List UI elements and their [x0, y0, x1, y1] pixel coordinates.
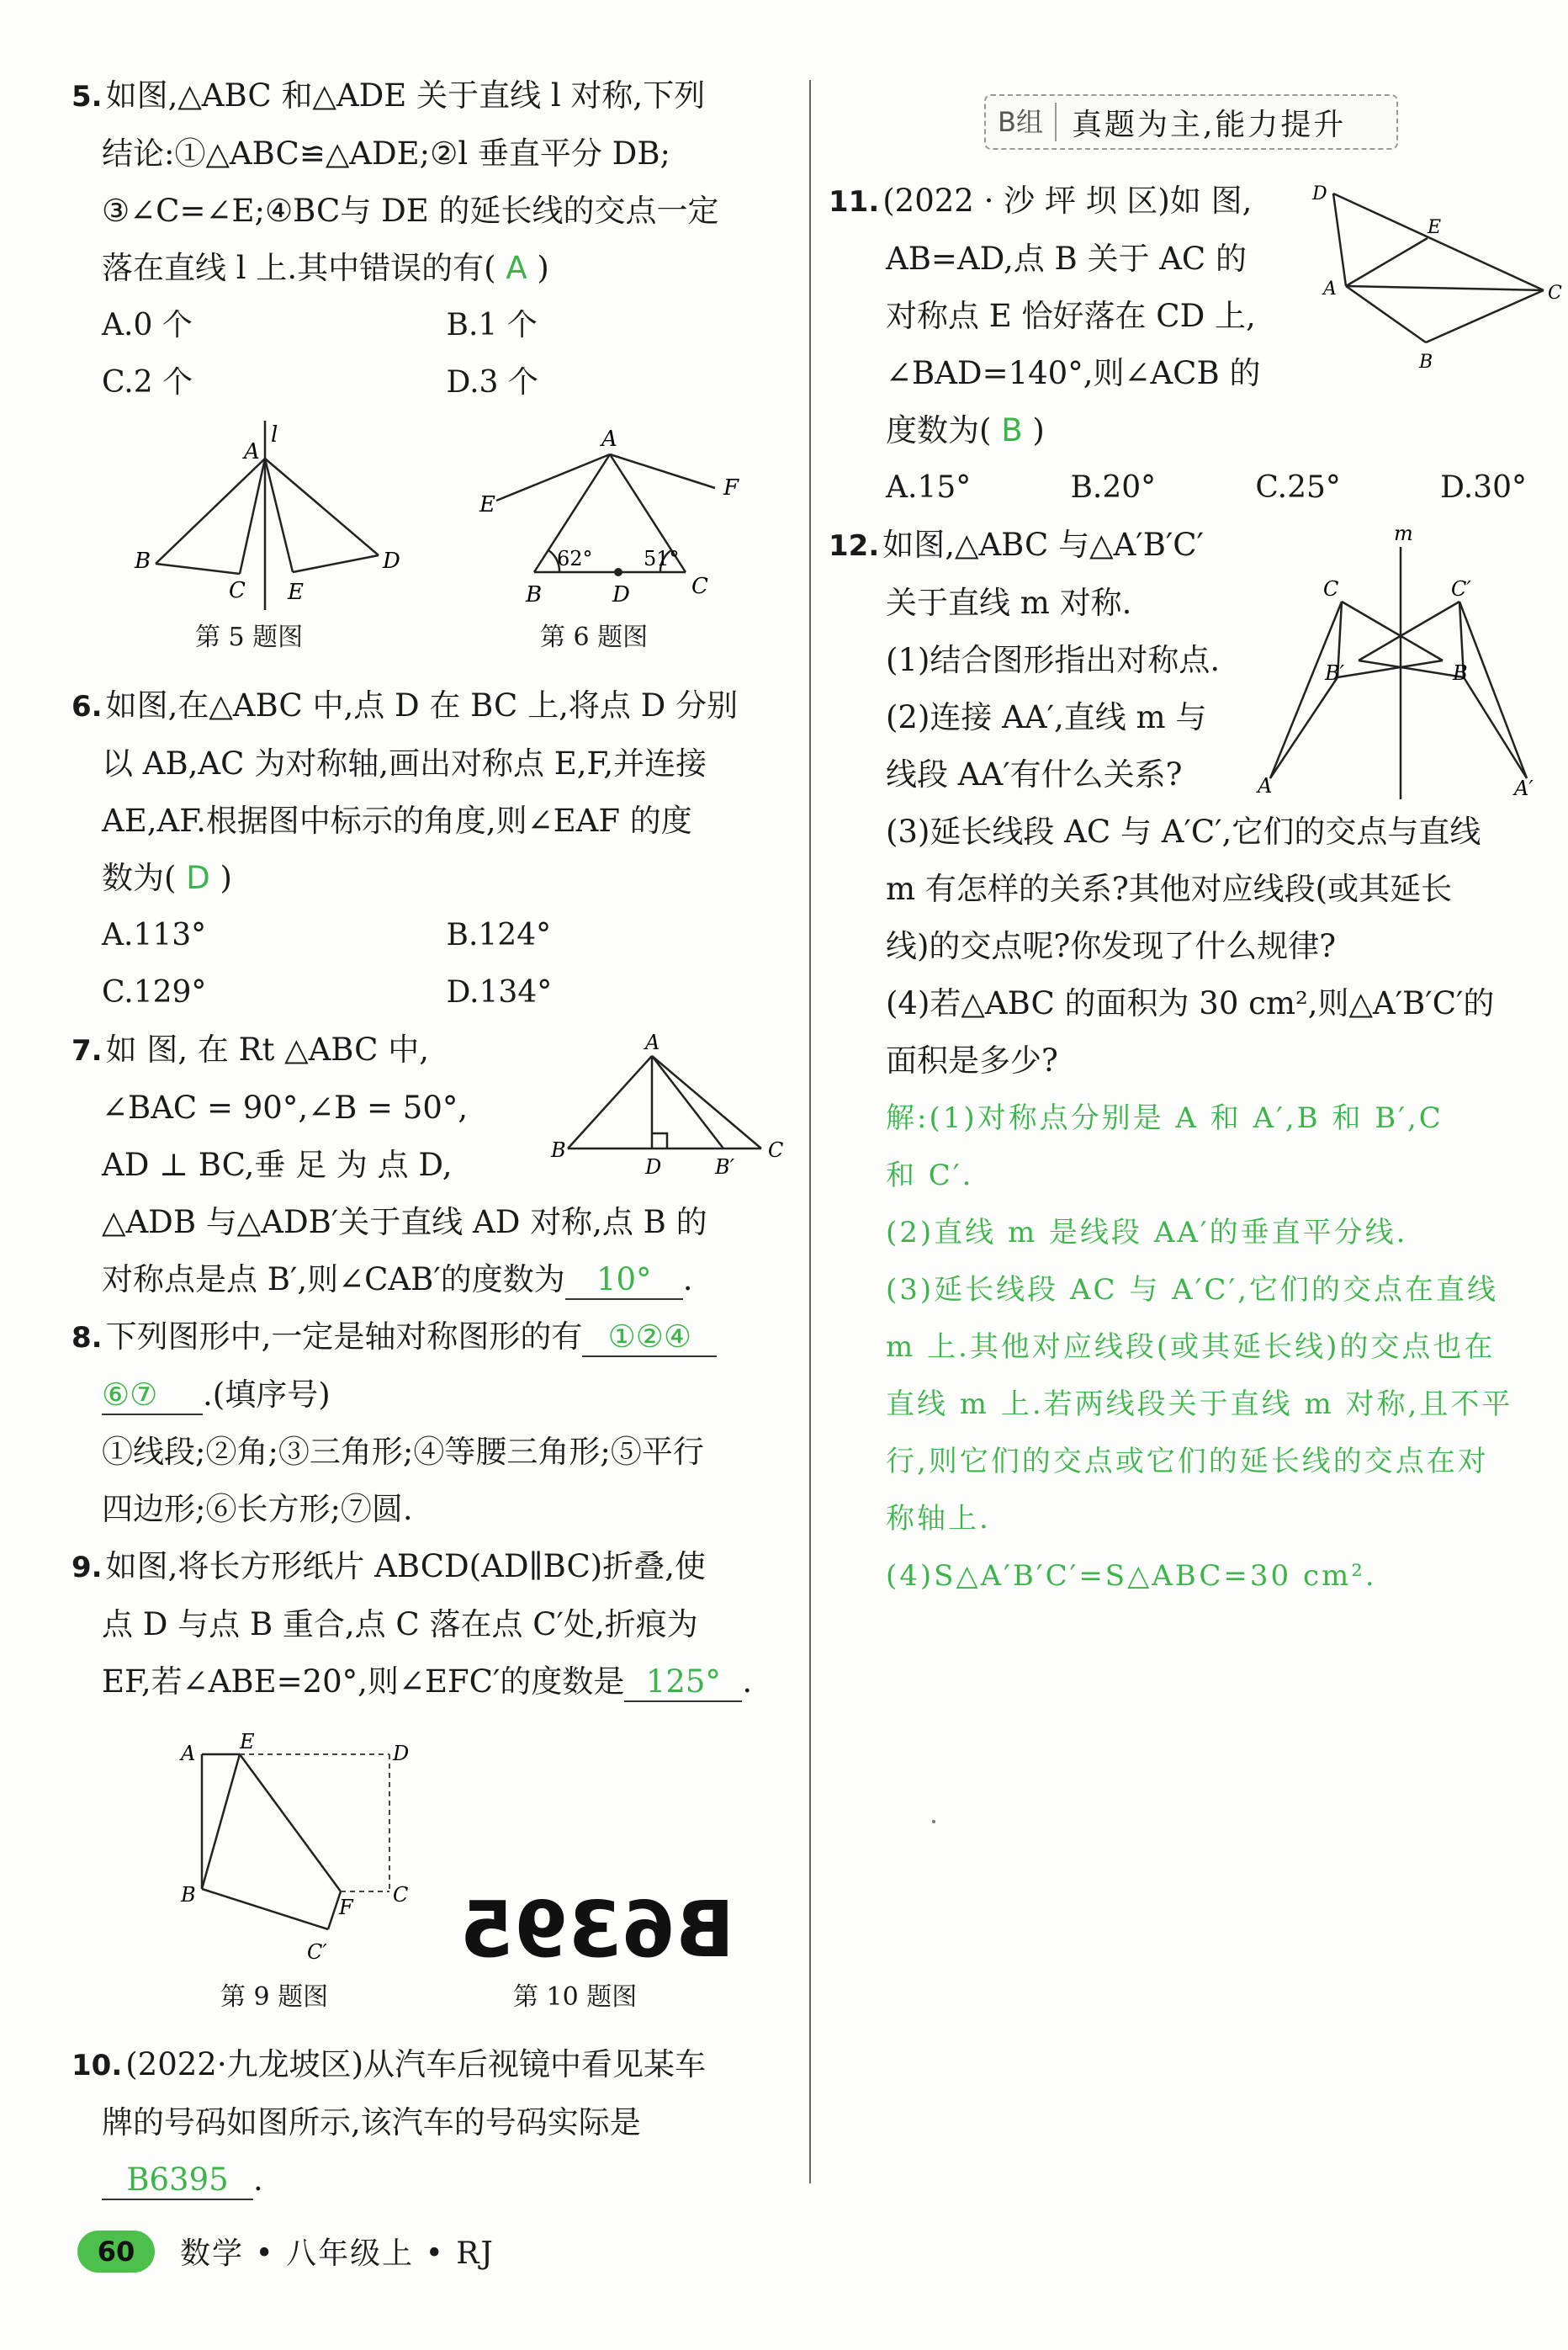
- svg-text:C: C: [229, 578, 246, 603]
- page-number: 60: [77, 2231, 155, 2273]
- svg-text:B: B: [181, 1883, 196, 1907]
- svg-text:B: B: [135, 549, 151, 574]
- svg-text:A: A: [1258, 774, 1273, 798]
- svg-text:C: C: [691, 574, 708, 599]
- group-b-header: B组 真题为主,能力提升: [984, 94, 1398, 150]
- svg-text:D: D: [1312, 183, 1327, 204]
- svg-text:m: m: [1394, 522, 1413, 545]
- book-title: 数学 • 八年级上 • RJ: [180, 2236, 495, 2271]
- svg-text:F: F: [339, 1896, 353, 1919]
- svg-text:D: D: [383, 549, 400, 574]
- svg-text:51°: 51°: [644, 547, 680, 570]
- page-footer: [77, 2230, 495, 2273]
- svg-text:B: B: [1419, 352, 1433, 373]
- answer-8-part1: ①②④: [582, 1318, 717, 1357]
- svg-text:B′: B′: [715, 1155, 735, 1179]
- figure-12: [1258, 522, 1544, 799]
- answer-8-part2: ⑥⑦: [102, 1377, 203, 1415]
- svg-text:A: A: [645, 1031, 660, 1054]
- svg-text:B′: B′: [1325, 661, 1345, 685]
- right-column: [829, 172, 1544, 1605]
- answer-5: A: [506, 250, 527, 286]
- question-5: 5. 如图,△ABC 和△ADE 关于直线 l 对称,下列 结论:①△ABC≌△ADE;②l 垂直平分 DB; ③∠C=∠E;④BC与 DE 的延长线的交点一定 落在直线 l 上.其中错误的有( A ) A.0 个 B.1 个 C.2 个 D.3 个: [72, 77, 719, 400]
- figure-6: [471, 425, 757, 610]
- question-11: 11. (2022 · 沙 坪 坝 区)如 图, AB=AD,点 B 关于 AC 的 对称点 E 恰好落在 CD 上, ∠BAD=140°,则∠ACB 的 度数为( B ) A.15° B.20° C.25° D.30°: [829, 183, 1527, 505]
- question-12: 12. 如图,△ABC 与△A′B′C′ 关于直线 m 对称. (1)结合图形指出对称点. (2)连接 AA′,直线 m 与 线段 AA′有什么关系? (3)延长线段 AC 与 A′C′,它们的交点与直线 m 有怎样的关系?其他对应线段(或其延长 线)的交点呢?你发现了什么规律? (4)若△ABC 的面积为 30 cm²,则△A′B′C′的 面积是多少?: [829, 527, 1495, 1079]
- figure-5-caption: 第 5 题图: [195, 623, 304, 652]
- svg-text:l: l: [271, 422, 278, 448]
- svg-text:62°: 62°: [557, 547, 593, 570]
- svg-text:C: C: [1548, 283, 1562, 304]
- svg-text:A: A: [1323, 278, 1337, 300]
- column-divider: [809, 80, 811, 2183]
- left-column: [72, 67, 791, 411]
- figure-10-mirrored-plate: [459, 1885, 735, 1975]
- question-7: 7. 如 图, 在 Rt △ABC 中, ∠BAC = 90°,∠B = 50°, AD ⊥ BC,垂 足 为 点 D, △ADB 与△ADB′关于直线 AD 对称,点 B 的 对称点是点 B′,则∠CAB′的度数为 10° .: [72, 1021, 791, 1308]
- question-10: 10. (2022·九龙坡区)从汽车后视镜中看见某车 牌的号码如图所示,该汽车的号码实际是 B6395 .: [72, 2036, 791, 2209]
- figure-6-caption: 第 6 题图: [540, 623, 649, 652]
- svg-text:A: A: [601, 427, 617, 452]
- svg-text:D: D: [393, 1742, 410, 1765]
- svg-text:C′: C′: [1451, 577, 1471, 601]
- stray-dot: [932, 1820, 935, 1823]
- figure-5: [126, 421, 412, 614]
- svg-text:B: B: [526, 582, 543, 607]
- answer-9: 125°: [624, 1663, 742, 1702]
- svg-text:B6395: B6395: [459, 1885, 735, 1975]
- figure-10-caption: 第 10 题图: [513, 1982, 638, 2012]
- svg-text:C: C: [768, 1138, 784, 1162]
- svg-text:E: E: [479, 492, 495, 517]
- figure-9-caption: 第 9 题图: [220, 1982, 329, 2012]
- question-9: 9. 如图,将长方形纸片 ABCD(AD∥BC)折叠,使 点 D 与点 B 重合,点 C 落在点 C′处,折痕为 EF,若∠ABE=20°,则∠EFC′的度数是 125° .: [72, 1538, 791, 1711]
- svg-text:E: E: [240, 1730, 255, 1753]
- figure-11: [1308, 181, 1560, 374]
- question-8: 8. 下列图形中,一定是轴对称图形的有 ①②④ ⑥⑦ .(填序号) ①线段;②角;③三角形;④等腰三角形;⑤平行 四边形;⑥长方形;⑦圆.: [72, 1308, 791, 1538]
- answer-7: 10°: [565, 1261, 683, 1300]
- svg-text:C: C: [1323, 577, 1339, 601]
- svg-text:D: D: [645, 1155, 662, 1179]
- svg-text:A′: A′: [1514, 777, 1534, 800]
- svg-text:E: E: [1428, 217, 1442, 238]
- svg-text:D: D: [612, 582, 630, 607]
- svg-text:B: B: [1453, 661, 1468, 685]
- answer-11: B: [1001, 412, 1023, 448]
- solution-12: 解:(1)对称点分别是 A 和 A′,B 和 B′,C 和 C′. (2)直线 m 是线段 AA′的垂直平分线. (3)延长线段 AC 与 A′C′,它们的交点在直线 m 上.其他对应线段(或其延长线)的交点也在 直线 m 上.若两线段关于直线 m 对称,且不平 行,则它们的交点或它们的延长线的交点在对 称轴上. (4)S△A′B′C′=S△ABC=30 cm².: [886, 1101, 1513, 1593]
- svg-text:F: F: [723, 475, 739, 501]
- answer-6: D: [186, 860, 210, 896]
- question-6: 6. 如图,在△ABC 中,点 D 在 BC 上,将点 D 分别 以 AB,AC 为对称轴,画出对称点 E,F,并连接 AE,AF.根据图中标示的角度,则∠EAF 的度 数为( D ) A.113° B.124° C.129° D.134°: [72, 687, 739, 1010]
- svg-text:B: B: [551, 1138, 566, 1162]
- svg-text:C′: C′: [307, 1940, 327, 1964]
- svg-text:A: A: [244, 439, 260, 464]
- svg-text:A: A: [181, 1742, 196, 1765]
- answer-10: B6395: [102, 2162, 253, 2200]
- svg-text:E: E: [288, 580, 304, 605]
- svg-text:C: C: [393, 1883, 409, 1907]
- left-column-continued: [72, 677, 791, 1711]
- figure-9: [172, 1730, 425, 1965]
- figure-7: [551, 1031, 795, 1182]
